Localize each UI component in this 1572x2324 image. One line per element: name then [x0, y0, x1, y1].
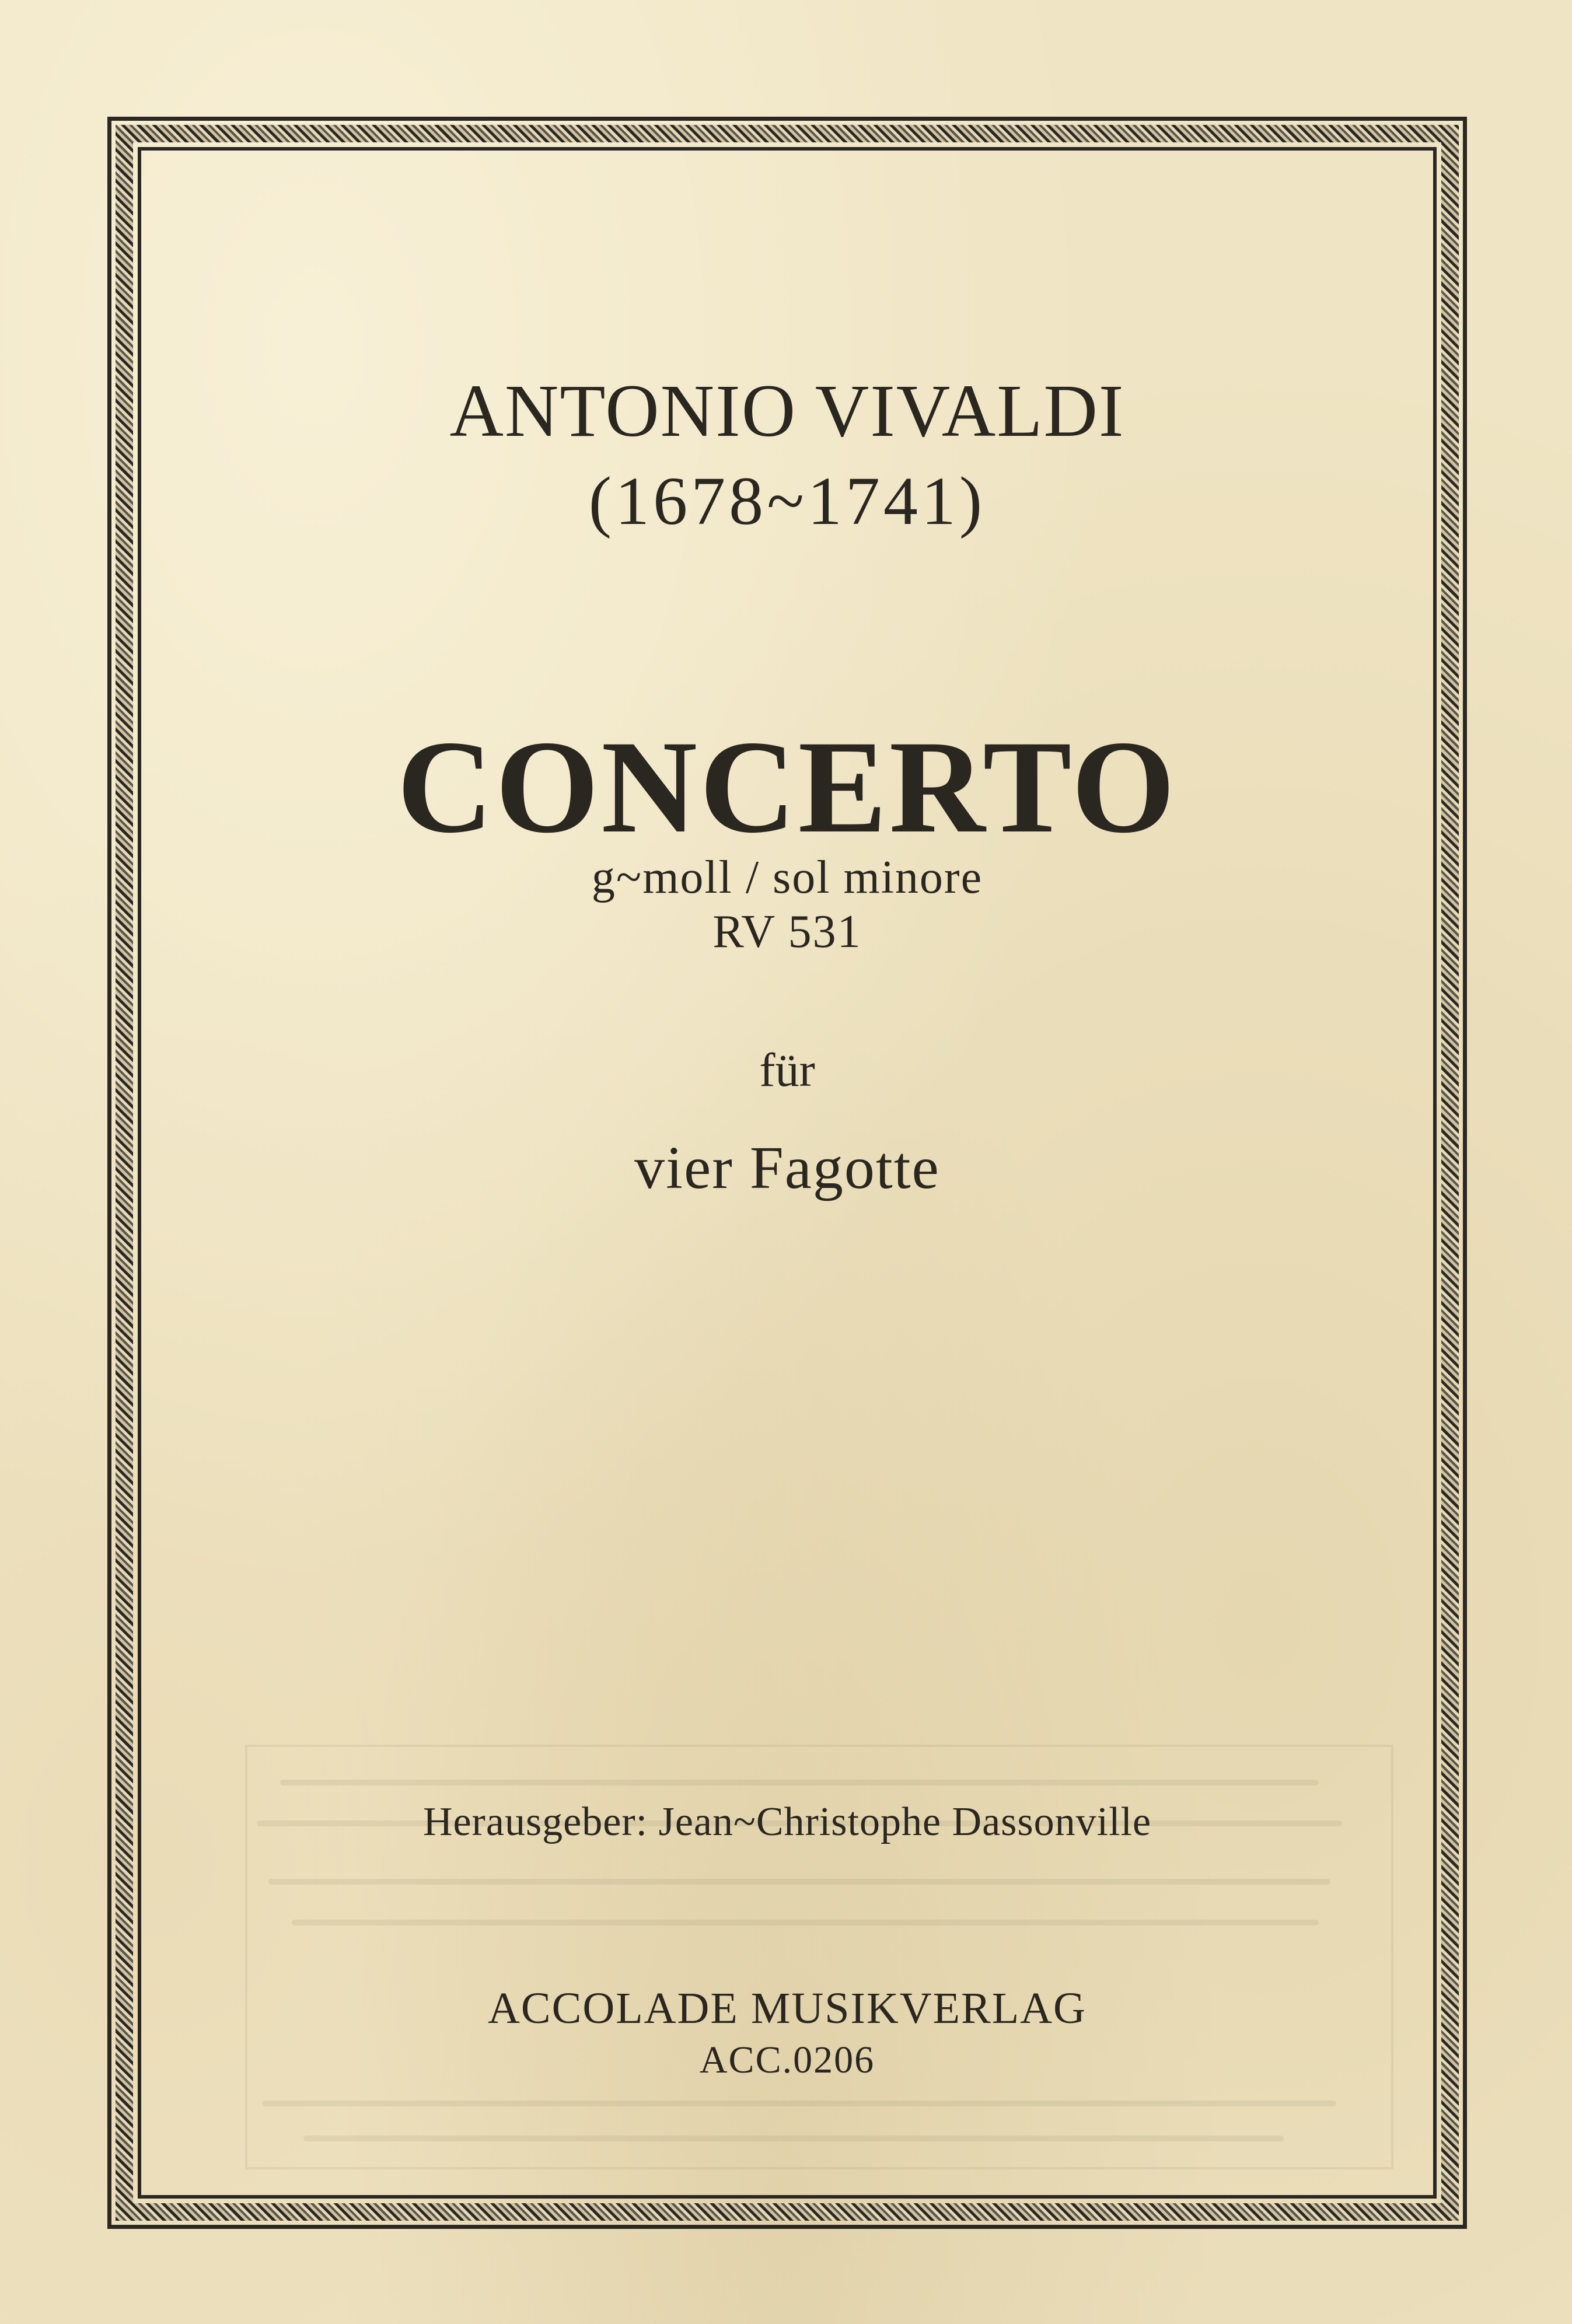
- bleed-through-line: [292, 1920, 1319, 1925]
- instrumentation: vier Fagotte: [634, 1134, 940, 1201]
- bleed-through-line: [280, 1780, 1319, 1785]
- for-label: für: [759, 1043, 815, 1096]
- composer-dates: (1678~1741): [588, 463, 986, 539]
- publisher-name: ACCOLADE MUSIKVERLAG: [488, 1984, 1087, 2033]
- bleed-through-line: [268, 1879, 1330, 1885]
- editor-credit: Herausgeber: Jean~Christophe Dassonville: [422, 1799, 1152, 1844]
- bleed-through-line: [263, 2101, 1336, 2106]
- catalog-number: RV 531: [712, 906, 862, 957]
- composer-name: ANTONIO VIVALDI: [449, 369, 1125, 452]
- publication-number: ACC.0206: [699, 2039, 875, 2081]
- work-key: g~moll / sol minore: [591, 852, 983, 903]
- work-title: CONCERTO: [397, 714, 1178, 861]
- bleed-through-line: [303, 2136, 1284, 2141]
